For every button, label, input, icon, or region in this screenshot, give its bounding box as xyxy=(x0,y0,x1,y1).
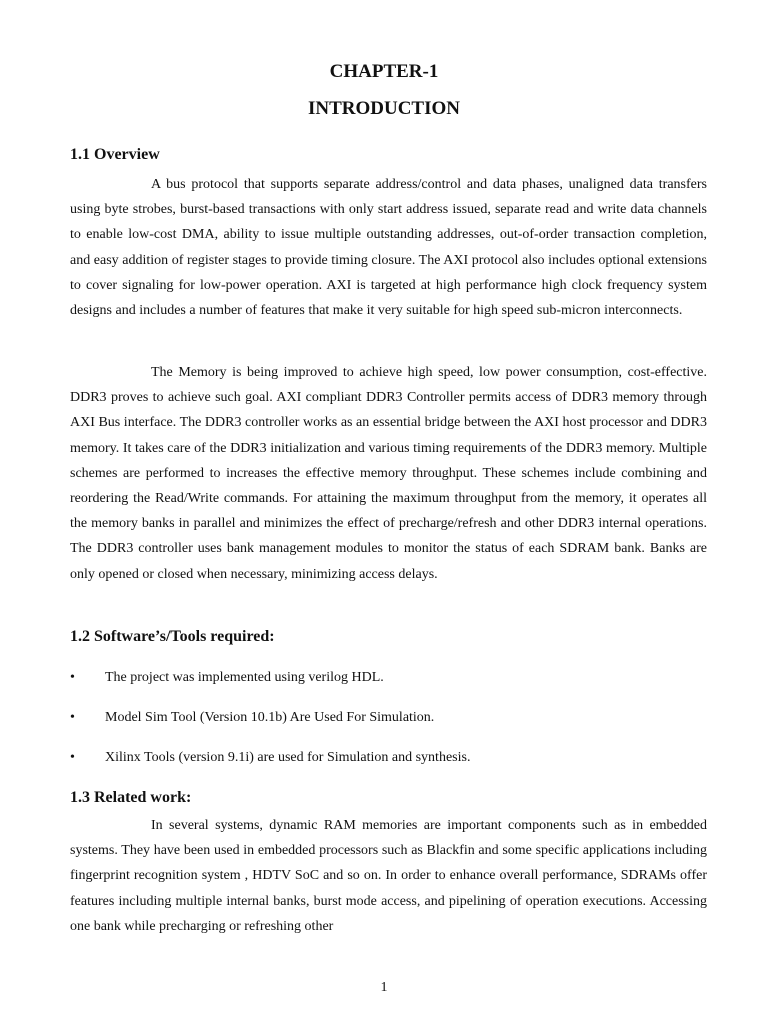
tools-item-text: Xilinx Tools (version 9.1i) are used for Simulation and synthesis. xyxy=(105,750,471,765)
page-number: 1 xyxy=(380,980,388,995)
bullet-icon: • xyxy=(70,710,75,725)
overview-paragraph-1: A bus protocol that supports separate address/control and data phases, unaligned data transfers using byte strobes, burst-based transactions with only start address issued, separate read and write data channels to enable low-cost DMA, ability to issue multiple outstanding addresses, out-of-order transaction completion, and easy addition of register stages to provide timing closure. The AXI protocol also includes optional extensions to cover signaling for low-power operation. AXI is targeted at high performance high clock frequency system designs and includes a number of features that make it very suitable for high speed sub-micron interconnects. xyxy=(70,177,707,319)
section-heading-related-work: 1.3 Related work: xyxy=(70,789,192,806)
list-item xyxy=(70,708,707,728)
list-item xyxy=(70,668,707,688)
bullet-icon: • xyxy=(70,670,75,685)
chapter-number: CHAPTER-1 xyxy=(329,61,439,82)
tools-list xyxy=(70,668,707,788)
chapter-title: INTRODUCTION xyxy=(307,98,461,119)
related-work-paragraph-1: In several systems, dynamic RAM memories are important components such as in embedded systems. They have been used in embedded processors such as Blackfin and some specific applications including fingerprint recognition system , HDTV SoC and so on. In order to enhance overall performance, SDRAMs offer features including multiple internal banks, burst mode access, and pipelining of operation executions. Accessing one bank while precharging or refreshing other xyxy=(70,818,707,934)
bullet-icon: • xyxy=(70,750,75,765)
overview-paragraph-2: The Memory is being improved to achieve high speed, low power consumption, cost-effective. DDR3 proves to achieve such goal. AXI compliant DDR3 Controller permits access of DDR3 memory through AXI Bus interface. The DDR3 controller works as an essential bridge between the AXI host processor and DDR3 memory. It takes care of the DDR3 initialization and various timing requirements of the DDR3 memory. Multiple schemes are performed to increases the effective memory throughput. These schemes include combining and reordering the Read/Write commands. For attaining the maximum throughput from the memory, it operates all the memory banks in parallel and minimizes the effect of precharge/refresh and other DDR3 internal operations. The DDR3 controller uses bank management modules to monitor the status of each SDRAM bank. Banks are only opened or closed when necessary, minimizing access delays. xyxy=(70,365,707,582)
section-heading-overview: 1.1 Overview xyxy=(70,146,160,163)
section-heading-tools: 1.2 Software’s/Tools required: xyxy=(70,628,275,645)
list-item xyxy=(70,748,707,768)
tools-item-text: Model Sim Tool (Version 10.1b) Are Used For Simulation. xyxy=(105,710,435,725)
tools-item-text: The project was implemented using verilog HDL. xyxy=(105,670,384,685)
